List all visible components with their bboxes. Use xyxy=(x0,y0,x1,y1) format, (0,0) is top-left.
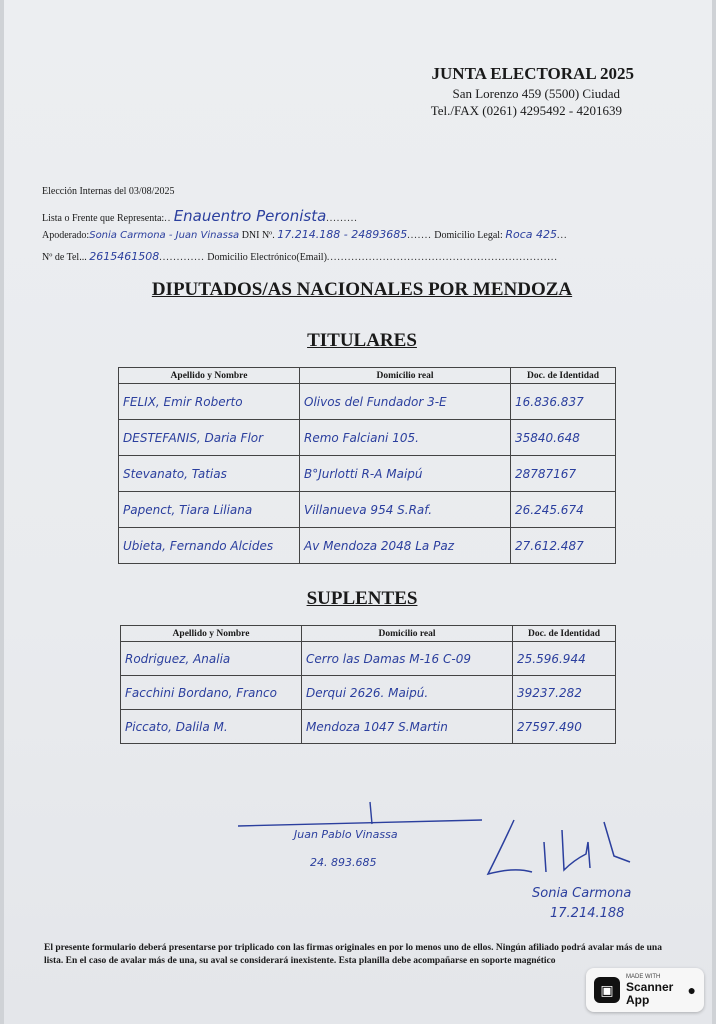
table-header-row xyxy=(119,368,616,384)
cell-name: Stevanato, Tatias xyxy=(119,456,300,492)
proxy-line: Apoderado:Sonia Carmona - Juan Vinassa DNI Nº. 17.214.188 - 24893685....... Domicilio Legal: Roca 425... xyxy=(42,228,568,241)
signature-1-name: Juan Pablo Vinassa xyxy=(294,828,398,841)
cell-address: Remo Falciani 105. xyxy=(300,420,511,456)
list-value: Enauentro Peronista xyxy=(173,207,327,225)
cell-address: Cerro las Damas M-16 C-09 xyxy=(302,642,513,676)
signature-2-scribble xyxy=(474,812,644,882)
cell-name: DESTEFANIS, Daria Flor xyxy=(119,420,300,456)
legal-address-label: Domicilio Legal: xyxy=(434,230,503,241)
table-row xyxy=(121,676,616,710)
table-row xyxy=(119,456,616,492)
signature-1-dni: 24. 893.685 xyxy=(310,856,377,869)
cell-doc: 35840.648 xyxy=(511,420,616,456)
col-doc-header: Doc. de Identidad xyxy=(511,368,616,384)
phone-value: 2615461508 xyxy=(89,250,160,263)
cell-address: Mendoza 1047 S.Martin xyxy=(302,710,513,744)
document-page xyxy=(4,0,712,1024)
cell-doc: 25.596.944 xyxy=(513,642,616,676)
cell-doc: 28787167 xyxy=(511,456,616,492)
cell-address: Av Mendoza 2048 La Paz xyxy=(300,528,511,564)
titulares-table xyxy=(118,367,616,564)
cell-name: Ubieta, Fernando Alcides xyxy=(119,528,300,564)
signature-2-dni: 17.214.188 xyxy=(550,906,625,921)
email-label: Domicilio Electrónico(Email) xyxy=(207,252,327,263)
badge-title xyxy=(626,981,673,1007)
dni-value: 17.214.188 - 24893685 xyxy=(277,228,408,241)
legal-address-value: Roca 425 xyxy=(505,228,557,241)
cell-address: Olivos del Fundador 3-E xyxy=(300,384,511,420)
proxy-value: Sonia Carmona - Juan Vinassa xyxy=(89,230,240,241)
cell-name: Rodriguez, Analia xyxy=(121,642,302,676)
footer-note: El presente formulario deberá presentarse por triplicado con las firmas originales en por lo menos uno de ellos. Ningún afiliado podrá avalar más de una lista. En el caso de avalar más de una, su aval se considerará inexistente. Esta planilla debe acompañarse en soporte magnético xyxy=(44,943,662,966)
badge-line2: App xyxy=(626,993,650,1007)
cell-name: Piccato, Dalila M. xyxy=(121,710,302,744)
titulares-heading: TITULARES xyxy=(307,330,417,351)
phone-label: Nº de Tel... xyxy=(42,252,87,263)
cell-address: Villanueva 954 S.Raf. xyxy=(300,492,511,528)
badge-line1: Scanner xyxy=(626,980,674,994)
table-row xyxy=(119,384,616,420)
scanner-app-icon: ▣ xyxy=(594,977,620,1003)
cell-doc: 26.245.674 xyxy=(511,492,616,528)
cell-address: Derqui 2626. Maipú. xyxy=(302,676,513,710)
dni-label: DNI Nº. xyxy=(241,230,275,241)
table-row xyxy=(119,492,616,528)
header-address: San Lorenzo 459 (5500) Ciudad xyxy=(452,86,620,101)
col-address-header: Domicilio real xyxy=(302,626,513,642)
suplentes-table xyxy=(120,625,616,744)
document-title: JUNTA ELECTORAL 2025 xyxy=(431,64,634,83)
col-name-header: Apellido y Nombre xyxy=(121,626,302,642)
main-heading: DIPUTADOS/AS NACIONALES POR MENDOZA xyxy=(151,279,573,300)
signature-2-name: Sonia Carmona xyxy=(532,886,632,901)
suplentes-heading: SUPLENTES xyxy=(306,588,418,609)
table-row xyxy=(119,420,616,456)
col-address-header: Domicilio real xyxy=(300,368,511,384)
col-name-header: Apellido y Nombre xyxy=(119,368,300,384)
cell-doc: 27.612.487 xyxy=(511,528,616,564)
election-line xyxy=(42,186,174,197)
signature-1-stroke xyxy=(232,800,492,850)
cell-name: FELIX, Emir Roberto xyxy=(119,384,300,420)
list-line: Lista o Frente que Representa:.. Enauentro Peronista......... xyxy=(42,207,358,225)
cell-doc: 39237.282 xyxy=(513,676,616,710)
cell-doc: 16.836.837 xyxy=(511,384,616,420)
cell-address: B°Jurlotti R-A Maipú xyxy=(300,456,511,492)
table-row xyxy=(121,710,616,744)
header-phone: Tel./FAX (0261) 4295492 - 4201639 xyxy=(430,103,622,118)
election-label: Elección Internas del 03/08/2025 xyxy=(42,186,175,197)
cell-name: Facchini Bordano, Franco xyxy=(121,676,302,710)
cell-doc: 27597.490 xyxy=(513,710,616,744)
badge-made-with: MADE WITH xyxy=(626,974,661,980)
list-label: Lista o Frente que Representa: xyxy=(42,213,165,224)
table-row xyxy=(119,528,616,564)
scanner-app-badge[interactable] xyxy=(586,968,704,1012)
cell-name: Papenct, Tiara Liliana xyxy=(119,492,300,528)
col-doc-header: Doc. de Identidad xyxy=(513,626,616,642)
phone-line: Nº de Tel... 2615461508............. Domicilio Electrónico(Email).................................................................. xyxy=(42,250,558,263)
proxy-label: Apoderado: xyxy=(42,230,90,241)
table-header-row xyxy=(121,626,616,642)
apple-icon: ● xyxy=(687,982,696,998)
table-row xyxy=(121,642,616,676)
